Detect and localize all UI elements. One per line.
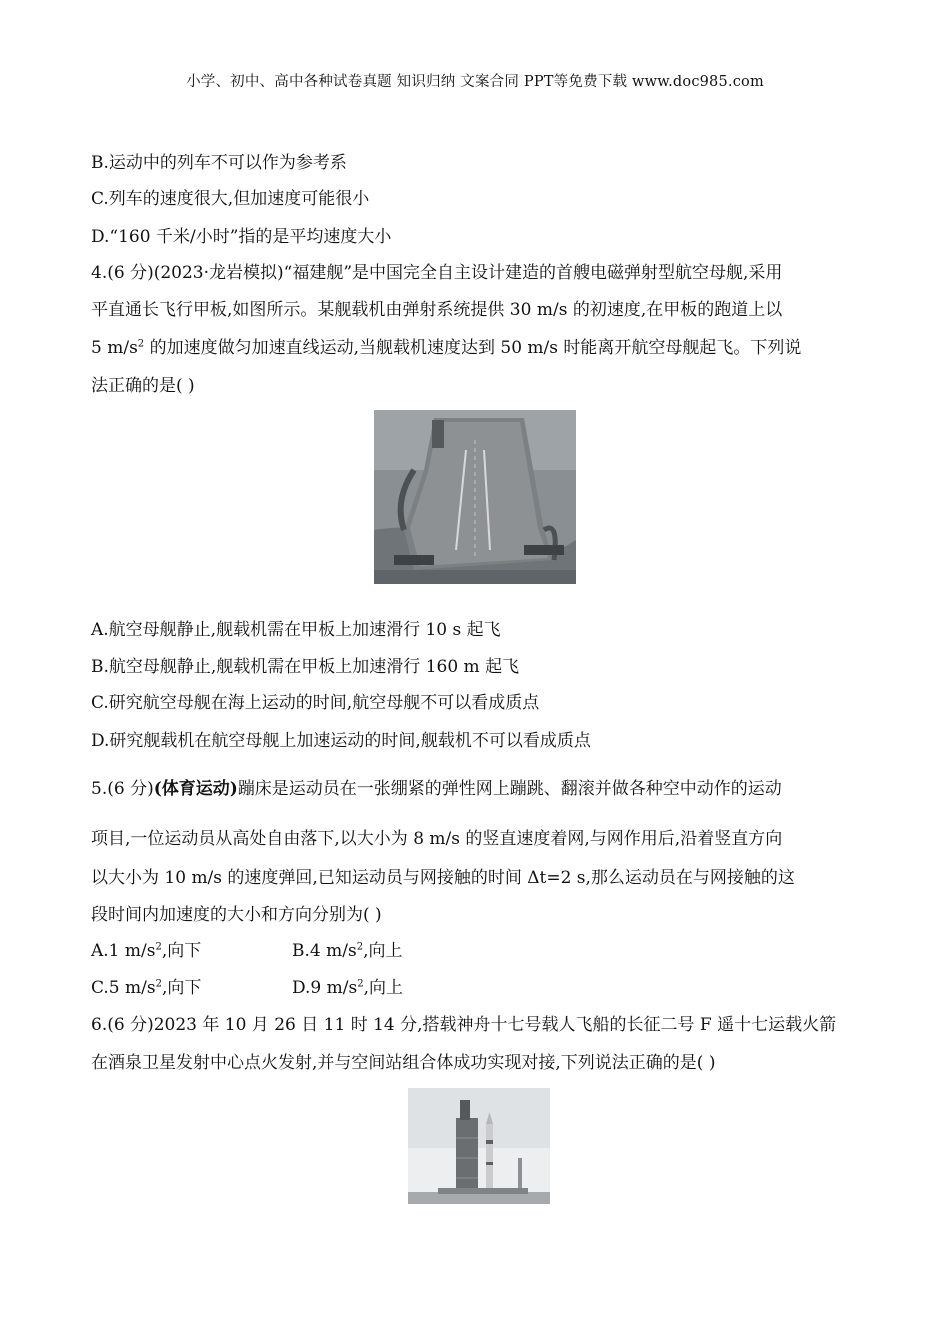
rocket-launch-photo (408, 1088, 550, 1204)
q5-option-a: A.1 $m/s^2$,向下 (91, 941, 202, 961)
q5-option-b: B.4 $m/s^2$,向上 (292, 941, 403, 961)
q5-option-d: D.9 $m/s^2$,向上 (292, 978, 404, 998)
q5-topic-tag: (体育运动) (153, 779, 238, 799)
q4-option-b: B.航空母舰静止,舰载机需在甲板上加速滑行 160 m 起飞 (91, 657, 520, 677)
q3-option-d: D.“160 千米/小时”指的是平均速度大小 (91, 227, 392, 247)
q5-option-c: C.5 $m/s^2$,向下 (91, 978, 202, 998)
q5-stem-line1: 5.(6 分)(体育运动)蹦床是运动员在一张绷紧的弹性网上蹦跳、翻滚并做各种空中动作的运动 (91, 779, 782, 799)
q5-stem-line3: 以大小为 10 m/s 的速度弹回,已知运动员与网接触的时间 Δt=2 s,那么运动员在与网接触的这 (91, 868, 795, 888)
q4-option-c: C.研究航空母舰在海上运动的时间,航空母舰不可以看成质点 (91, 693, 540, 713)
q4-stem-line4: 法正确的是( ) (91, 376, 195, 396)
q3-option-b: B.运动中的列车不可以作为参考系 (91, 153, 347, 173)
q6-stem-line2: 在酒泉卫星发射中心点火发射,并与空间站组合体成功实现对接,下列说法正确的是( ) (91, 1053, 716, 1073)
q4-stem-line2: 平直通长飞行甲板,如图所示。某舰载机由弹射系统提供 30 m/s 的初速度,在甲板的跑道上以 (91, 300, 783, 320)
q5-stem-line4: 段时间内加速度的大小和方向分别为( ) (91, 905, 382, 925)
q5-stem-line2: 项目,一位运动员从高处自由落下,以大小为 8 m/s 的竖直速度着网,与网作用后,沿着竖直方向 (91, 829, 783, 849)
q4-option-a: A.航空母舰静止,舰载机需在甲板上加速滑行 10 s 起飞 (91, 620, 501, 640)
q4-stem-line3: 5 $m/s^2$ 的加速度做匀加速直线运动,当舰载机速度达到 50 m/s 时能离开航空母舰起飞。下列说 (91, 338, 802, 358)
aircraft-carrier-photo (374, 410, 576, 584)
q4-option-d: D.研究舰载机在航空母舰上加速运动的时间,舰载机不可以看成质点 (91, 731, 591, 751)
q4-stem-line1: 4.(6 分)(2023·龙岩模拟)“福建舰”是中国完全自主设计建造的首艘电磁弹射型航空母舰,采用 (91, 263, 783, 283)
q3-option-c: C.列车的速度很大,但加速度可能很小 (91, 189, 370, 209)
page-header: 小学、初中、高中各种试卷真题 知识归纳 文案合同 PPT等免费下载 www.doc985.com (186, 74, 764, 90)
q6-stem-line1: 6.(6 分)2023 年 10 月 26 日 11 时 14 分,搭载神舟十七号载人飞船的长征二号 F 遥十七运载火箭 (91, 1015, 837, 1035)
